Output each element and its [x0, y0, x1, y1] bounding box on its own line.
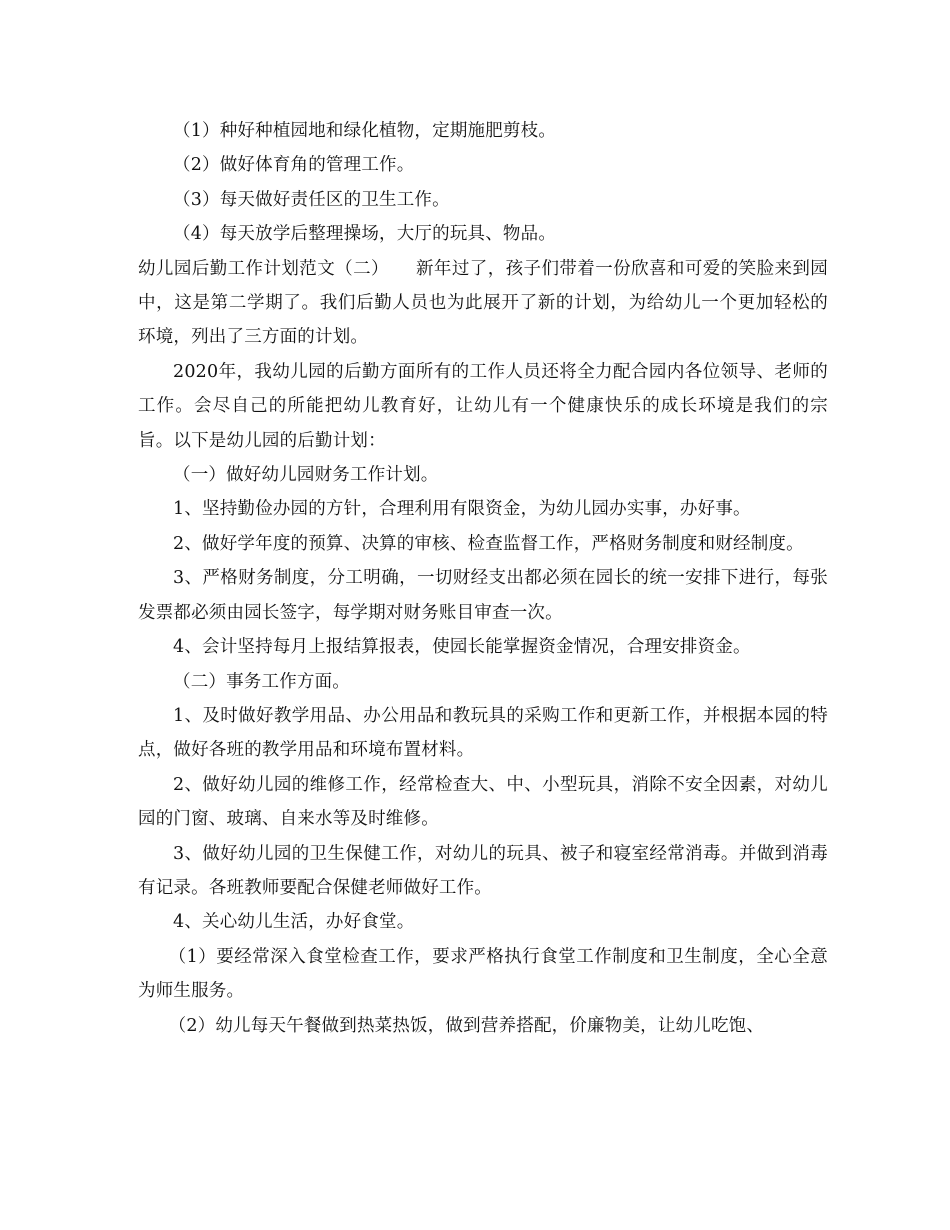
- paragraph-4: （4）每天放学后整理操场，大厅的玩具、物品。: [173, 224, 557, 245]
- paragraph-17: （1）要经常深入食堂检查工作，要求严格执行食堂工作制度和卫生制度，全心全意为师生服务。: [138, 946, 828, 1002]
- paragraph-16: 4、关心幼儿生活，办好食堂。: [173, 912, 415, 933]
- document-body: [138, 114, 828, 1043]
- paragraph-1: （1）种好种植园地和绿化植物，定期施肥剪枝。: [173, 121, 557, 141]
- paragraph-18: （2）幼儿每天午餐做到热菜热饭，做到营养搭配，价廉物美，让幼儿吃饱、: [168, 1015, 765, 1036]
- paragraph-15: 3、做好幼儿园的卫生保健工作，对幼儿的玩具、被子和寝室经常消毒。并做到消毒有记录。各班教师要配合保健老师做好工作。: [138, 843, 828, 898]
- paragraph-2: （2）做好体育角的管理工作。: [173, 155, 415, 176]
- paragraph-12: （二）事务工作方面。: [173, 671, 350, 692]
- paragraph-10: 3、严格财务制度，分工明确，一切财经支出都必须在园长的统一安排下进行，每张发票都必须由园长签字，每学期对财务账目审查一次。: [138, 568, 828, 623]
- paragraph-13: 1、及时做好教学用品、办公用品和教玩具的采购工作和更新工作，并根据本园的特点，做好各班的教学用品和环境布置材料。: [138, 705, 828, 761]
- paragraph-6: 2020年，我幼儿园的后勤方面所有的工作人员还将全力配合园内各位领导、老师的工作。会尽自己的所能把幼儿教育好，让幼儿有一个健康快乐的成长环境是我们的宗旨。以下是幼儿园的后勤计划：: [138, 361, 828, 451]
- paragraph-5: 幼儿园后勤工作计划范文（二） 新年过了，孩子们带着一份欣喜和可爱的笑脸来到园中，这是第二学期了。我们后勤人员也为此展开了新的计划，为给幼儿一个更加轻松的环境，列出了三方面的计划。: [138, 258, 828, 348]
- paragraph-11: 4、会计坚持每月上报结算报表，使园长能掌握资金情况，合理安排资金。: [173, 637, 751, 658]
- paragraph-7: （一）做好幼儿园财务工作计划。: [173, 465, 439, 486]
- paragraph-9: 2、做好学年度的预算、决算的审核、检查监督工作，严格财务制度和财经制度。: [173, 533, 804, 554]
- paragraph-14: 2、做好幼儿园的维修工作，经常检查大、中、小型玩具，消除不安全因素，对幼儿园的门窗、玻璃、自来水等及时维修。: [138, 774, 828, 830]
- paragraph-3: （3）每天做好责任区的卫生工作。: [173, 189, 450, 210]
- paragraph-8: 1、坚持勤俭办园的方针，合理利用有限资金，为幼儿园办实事，办好事。: [173, 499, 751, 520]
